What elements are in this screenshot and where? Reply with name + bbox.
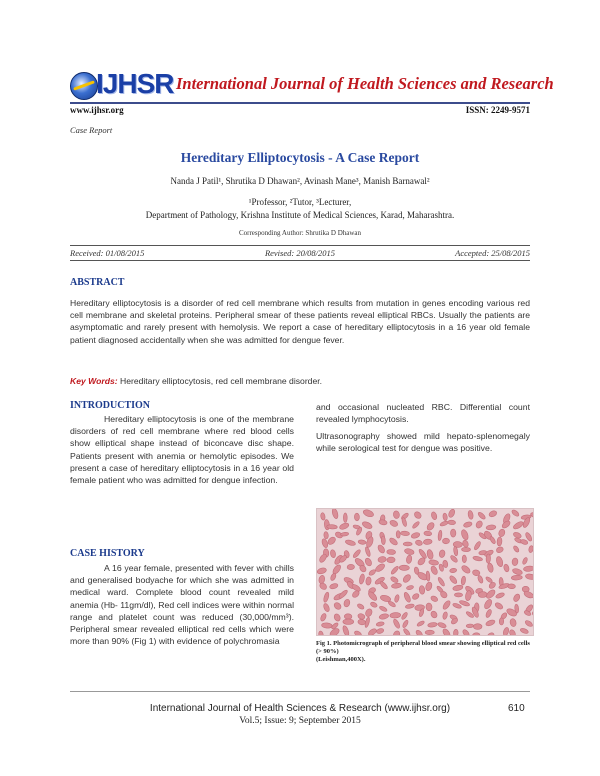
elliptical-red-cell [392,618,401,629]
elliptical-red-cell [472,632,480,635]
elliptical-red-cell [509,618,517,627]
elliptical-red-cell [439,549,446,558]
elliptical-red-cell [416,620,425,627]
elliptical-red-cell [387,557,395,563]
elliptical-red-cell [402,573,412,583]
elliptical-red-cell [486,631,495,635]
elliptical-red-cell [424,531,432,536]
figure-caption-line2: (Leishman,400X). [316,656,366,663]
introduction-heading: INTRODUCTION [70,400,151,411]
elliptical-red-cell [496,546,505,554]
figure-caption [316,640,530,664]
elliptical-red-cell [430,610,439,619]
elliptical-red-cell [462,629,471,635]
elliptical-red-cell [463,521,473,528]
elliptical-red-cell [389,519,399,527]
figure-caption-line1: Fig 1. Photomicrograph of peripheral blood smear showing elliptical red cells (> 90%) [316,640,530,655]
elliptical-red-cell [498,528,506,537]
elliptical-red-cell [512,593,521,603]
elliptical-red-cell [364,557,373,567]
elliptical-red-cell [426,549,434,560]
elliptical-red-cell [379,605,388,612]
elliptical-red-cell [345,539,356,546]
elliptical-red-cell [439,520,448,527]
elliptical-red-cell [485,619,496,627]
elliptical-red-cell [437,622,447,629]
elliptical-red-cell [425,630,434,635]
elliptical-red-cell [378,519,387,525]
elliptical-red-cell [340,532,349,537]
elliptical-red-cell [473,624,482,630]
ultrasonography-text: Ultrasonography showed mild hepato-splenomegaly while serological test for dengue was positive. [316,431,530,454]
elliptical-red-cell [401,517,407,527]
dates-bottom-divider [70,260,530,261]
elliptical-red-cell [411,592,420,600]
keywords-text: Hereditary elliptocytosis, red cell membrane disorder. [119,376,323,386]
elliptical-red-cell [512,558,519,566]
elliptical-red-cell [495,592,505,599]
elliptical-red-cell [323,592,330,603]
elliptical-red-cell [532,610,533,617]
elliptical-red-cell [388,537,398,547]
elliptical-red-cell [528,545,533,553]
elliptical-red-cell [425,581,433,591]
corresponding-author: Corresponding Author: Shrutika D Dhawan [238,229,362,237]
elliptical-red-cell [374,562,386,573]
elliptical-red-cell [522,557,528,565]
elliptical-red-cell [508,629,516,635]
keywords [70,376,322,386]
elliptical-red-cell [415,539,423,546]
elliptical-red-cell [331,509,339,519]
elliptical-red-cell [438,530,443,541]
elliptical-red-cell [511,509,520,517]
elliptical-red-cell [462,539,470,548]
footer-journal: International Journal of Health Sciences & Research (www.ijhsr.org) [149,703,451,714]
elliptical-red-cell [330,549,337,558]
elliptical-red-cell [488,581,497,589]
elliptical-red-cell [370,601,378,608]
page-number: 610 [508,703,525,714]
elliptical-red-cell [405,603,415,609]
elliptical-red-cell [324,531,329,539]
abstract-heading: ABSTRACT [70,277,125,288]
elliptical-red-cell [343,513,347,523]
dates-top-divider [70,245,530,246]
elliptical-red-cell [367,627,377,635]
elliptical-red-cell [320,512,325,520]
elliptical-red-cell [390,612,401,618]
elliptical-red-cell [413,510,422,519]
elliptical-red-cell [393,510,400,519]
elliptical-red-cell [520,539,528,545]
elliptical-red-cell [503,564,510,573]
elliptical-red-cell [428,559,438,565]
elliptical-red-cell [333,613,341,622]
elliptical-red-cell [486,525,496,531]
elliptical-red-cell [399,565,409,570]
elliptical-red-cell [450,529,456,537]
accepted-date: Accepted: 25/08/2015 [455,248,530,258]
elliptical-red-cell [461,547,470,551]
elliptical-red-cell [495,556,504,568]
elliptical-red-cell [378,556,387,563]
elliptical-red-cell [394,594,400,603]
elliptical-red-cell [512,568,523,576]
case-history-continued: and occasional nucleated RBC. Differential count revealed lymphocytosis. [316,402,530,425]
elliptical-red-cell [524,619,533,627]
elliptical-red-cell [392,630,401,635]
elliptical-red-cell [442,513,447,521]
elliptical-red-cell [387,549,396,554]
elliptical-red-cell [494,601,504,610]
elliptical-red-cell [426,521,436,531]
elliptical-red-cell [466,624,474,628]
article-authors: Nanda J Patil¹, Shrutika D Dhawan², Avinash Mane³, Manish Barnawal² [170,176,430,186]
elliptical-red-cell [342,625,350,635]
elliptical-red-cell [477,511,486,520]
footer-volume: Vol.5; Issue: 9; September 2015 [239,716,361,726]
elliptical-red-cell [486,554,491,564]
elliptical-red-cell [467,510,473,520]
elliptical-red-cell [379,613,389,620]
elliptical-red-cell [362,509,374,518]
journal-logo: IJHSR [96,68,174,99]
elliptical-red-cell [357,603,365,610]
elliptical-red-cell [320,613,328,622]
blood-smear-photomicrograph [316,508,534,636]
elliptical-red-cell [344,614,352,620]
elliptical-red-cell [376,621,385,627]
elliptical-red-cell [487,563,494,573]
elliptical-red-cell [430,565,439,575]
elliptical-red-cell [423,539,432,545]
elliptical-red-cell [499,618,504,625]
elliptical-red-cell [390,576,399,584]
elliptical-red-cell [497,537,503,546]
elliptical-red-cell [333,601,343,610]
elliptical-red-cell [520,627,529,634]
elliptical-red-cell [327,524,338,529]
elliptical-red-cell [460,529,469,541]
journal-globe-icon [70,72,98,100]
elliptical-red-cell [523,566,533,572]
elliptical-red-cell [501,520,511,530]
elliptical-red-cell [477,575,484,584]
elliptical-red-cell [352,549,361,559]
journal-name: International Journal of Health Sciences and Research [176,74,554,93]
elliptical-red-cell [426,603,433,611]
elliptical-red-cell [483,598,493,610]
elliptical-red-cell [343,619,354,625]
elliptical-red-cell [452,584,463,591]
article-title: Hereditary Elliptocytosis - A Case Report [180,150,420,165]
case-history-text: A 16 year female, presented with fever with chills and generalised bodyache for which she was admitted in medical ward. Complete blood count revealed mild anemia (Hb- 11gm/dl), Red cell indices were within normal range and platelet count was reduced (30,000/mm³). Peripheral smear revealed elliptical red cells which were more than 90% (Fig 1) with evidence of polychromasia [70,563,294,647]
elliptical-red-cell [415,629,424,635]
elliptical-red-cell [473,541,481,551]
elliptical-red-cell [321,622,332,628]
author-roles: ¹Professor, ²Tutor, ³Lecturer, [248,197,352,207]
elliptical-red-cell [359,574,366,585]
elliptical-red-cell [381,536,385,545]
footer-divider [70,691,530,692]
elliptical-red-cell [404,548,415,556]
elliptical-red-cell [485,588,497,599]
journal-website[interactable]: www.ijhsr.org [70,105,124,115]
elliptical-red-cell [390,565,399,575]
elliptical-red-cell [377,544,386,554]
elliptical-red-cell [339,522,350,531]
case-history-heading: CASE HISTORY [70,548,145,559]
elliptical-red-cell [511,575,522,581]
elliptical-red-cell [449,568,457,573]
elliptical-red-cell [406,585,414,590]
elliptical-red-cell [361,520,373,530]
elliptical-red-cell [396,531,400,539]
revised-date: Revised: 20/08/2015 [264,248,336,258]
article-type: Case Report [70,125,113,135]
elliptical-red-cell [508,584,516,589]
elliptical-red-cell [488,510,498,518]
elliptical-red-cell [376,628,384,635]
elliptical-red-cell [318,631,324,635]
elliptical-red-cell [448,520,456,525]
elliptical-red-cell [430,595,439,603]
elliptical-red-cell [317,567,327,575]
elliptical-red-cell [357,613,366,620]
elliptical-red-cell [364,546,371,557]
elliptical-red-cell [442,538,449,544]
elliptical-red-cell [411,532,421,539]
journal-issn: ISSN: 2249-9571 [465,105,530,115]
elliptical-red-cell [502,627,509,635]
elliptical-red-cell [419,585,425,594]
elliptical-red-cell [329,583,338,590]
elliptical-red-cell [401,612,409,621]
elliptical-red-cell [449,575,459,585]
elliptical-red-cell [472,556,482,562]
elliptical-red-cell [391,583,402,589]
elliptical-red-cell [437,576,446,586]
elliptical-red-cell [512,520,524,530]
elliptical-red-cell [354,630,363,635]
elliptical-red-cell [400,531,409,536]
elliptical-red-cell [379,580,388,590]
elliptical-red-cell [427,622,437,628]
elliptical-red-cell [462,555,466,563]
elliptical-red-cell [412,521,421,530]
received-date: Received: 01/08/2015 [70,248,145,258]
elliptical-red-cell [465,590,472,601]
elliptical-red-cell [489,536,496,545]
elliptical-red-cell [512,545,519,553]
elliptical-red-cell [430,511,437,520]
elliptical-red-cell [475,520,484,529]
elliptical-red-cell [406,555,413,564]
introduction-text: Hereditary elliptocytosis is one of the membrane disorders of red cell membrane where red blood cells show elliptical shape instead of biconcave disc shape. Patients present with anemia or hemolytic episodes. We present a case of hereditary elliptocytosis in a 16 year old female patient who was admitted for dengue infection. [70,414,294,486]
elliptical-red-cell [525,573,533,580]
elliptical-red-cell [358,539,367,544]
elliptical-red-cell [454,593,462,597]
author-affiliation: Department of Pathology, Krishna Institute of Medical Sciences, Karad, Maharashtra. [145,210,455,220]
elliptical-red-cell [402,619,409,628]
elliptical-red-cell [403,591,412,603]
elliptical-red-cell [343,599,351,608]
elliptical-red-cell [403,628,411,635]
elliptical-red-cell [485,609,493,619]
elliptical-red-cell [453,629,458,635]
elliptical-red-cell [357,619,365,626]
keywords-label: Key Words: [70,376,118,386]
abstract-text: Hereditary elliptocytosis is a disorder of red cell membrane which results from mutation in genes encoding various red cell membrane and skeletal proteins. Peripheral smear of these patients reveal elliptical RBCs. Usually the patients are asymptomatic and rarely present with hemolysis. We report a case of hereditary elliptocytosis in a 16 year old female patient diagnosed accidentally when she was admitted for dengue fever. [70,298,530,345]
elliptical-red-cell [330,573,337,582]
elliptical-red-cell [461,576,466,585]
elliptical-red-cell [347,564,355,570]
header-divider [70,102,530,104]
elliptical-red-cell [442,611,448,619]
elliptical-red-cell [321,538,329,548]
elliptical-red-cell [478,591,487,597]
elliptical-red-cell [442,628,452,635]
elliptical-red-cell [354,513,359,521]
elliptical-red-cell [323,603,331,613]
elliptical-red-cell [442,600,452,611]
elliptical-red-cell [447,509,455,518]
elliptical-red-cell [364,608,373,618]
elliptical-red-cell [365,577,371,586]
elliptical-red-cell [403,542,412,546]
elliptical-red-cell [460,564,471,574]
